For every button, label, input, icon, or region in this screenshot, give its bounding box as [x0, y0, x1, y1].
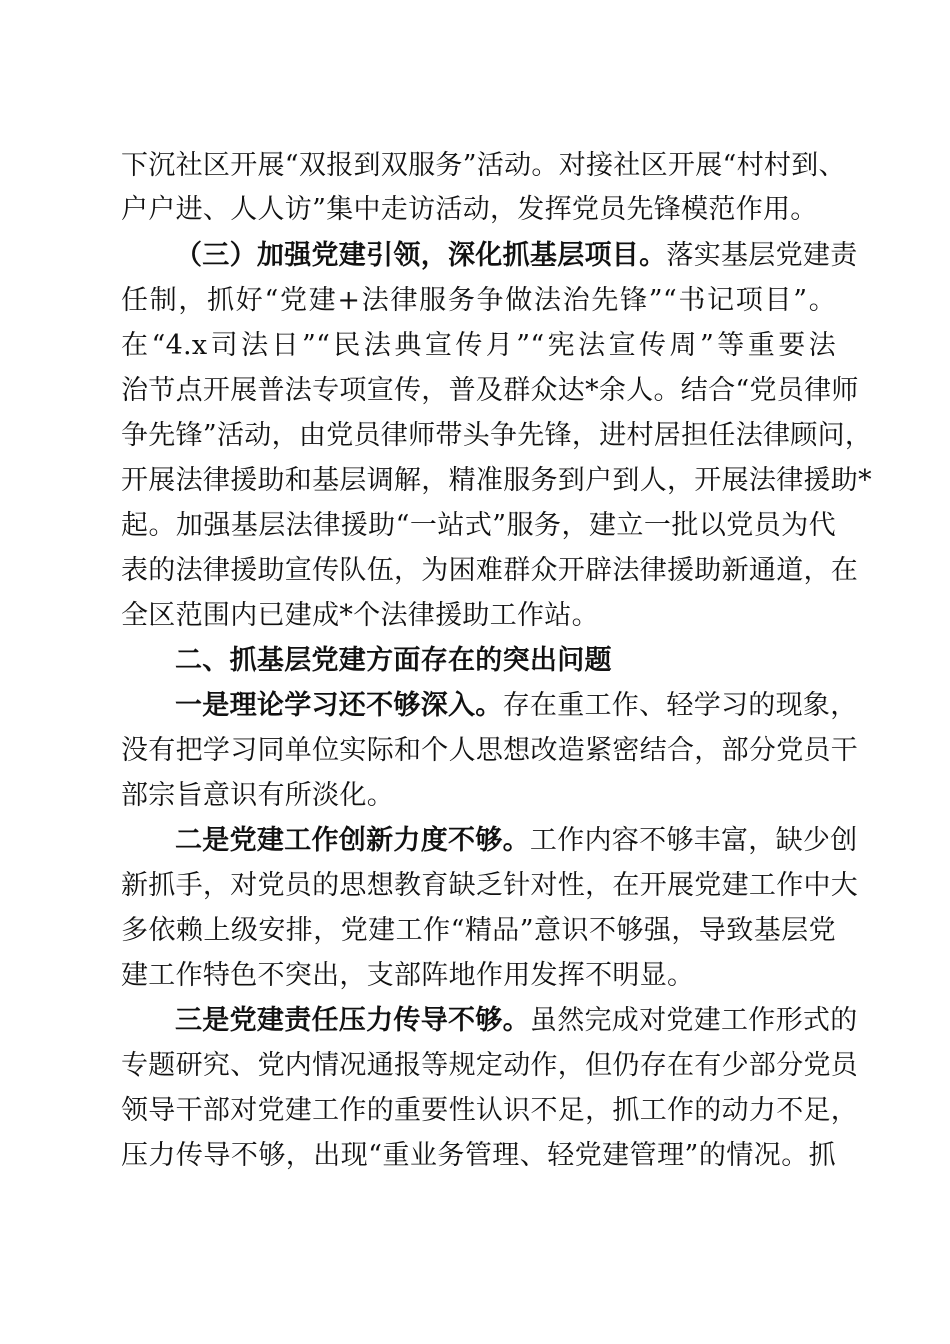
paragraph-text: 工作内容不够丰富，缺少创: [529, 825, 858, 856]
paragraph-lead: 一是理论学习还不够深入。: [175, 690, 503, 721]
paragraph-line: 任制，抓好“党建+法律服务争做法治先锋”“书记项目”。: [121, 285, 836, 316]
paragraph-line: 开展法律援助和基层调解，精准服务到户到人，开展法律援助*: [121, 465, 872, 496]
paragraph-line: 起。加强基层法律援助“一站式”服务，建立一批以党员为代: [121, 510, 836, 541]
paragraph-lead: 二是党建工作创新力度不够。: [175, 825, 530, 856]
paragraph-line: 专题研究、党内情况通报等规定动作，但仍存在有少部分党员: [121, 1050, 859, 1081]
paragraph-line: 建工作特色不突出，支部阵地作用发挥不明显。: [121, 960, 695, 991]
paragraph-line: 治节点开展普法专项宣传，普及群众达*余人。结合“党员律师: [121, 375, 859, 406]
paragraph-line: 表的法律援助宣传队伍，为困难群众开辟法律援助新通道，在: [121, 555, 859, 586]
paragraph-line: 新抓手，对党员的思想教育缺乏针对性，在开展党建工作中大: [121, 870, 859, 901]
paragraph-line: [175, 236, 858, 276]
paragraph-line: [175, 1001, 858, 1041]
paragraph-line: [175, 686, 858, 726]
paragraph-lead: 三是党建责任压力传导不够。: [175, 1005, 530, 1036]
paragraph-line: 压力传导不够，出现“重业务管理、轻党建管理”的情况。抓: [121, 1140, 836, 1171]
section-heading: 二、抓基层党建方面存在的突出问题: [175, 645, 612, 676]
paragraph-line: 领导干部对党建工作的重要性认识不足，抓工作的动力不足，: [121, 1095, 859, 1126]
paragraph-text: 落实基层党建责: [666, 240, 858, 271]
paragraph-line: 争先锋”活动，由党员律师带头争先锋，进村居担任法律顾问，: [121, 420, 873, 451]
paragraph-line: 户户进、人人访”集中走访活动，发挥党员先锋模范作用。: [121, 194, 818, 225]
paragraph-line: 下沉社区开展“双报到双服务”活动。对接社区开展“村村到、: [121, 150, 846, 181]
paragraph-line: [175, 821, 858, 861]
paragraph-text: 虽然完成对党建工作形式的: [529, 1005, 858, 1036]
paragraph-line: 全区范围内已建成*个法律援助工作站。: [121, 600, 599, 631]
paragraph-text: 存在重工作、轻学习的现象，: [502, 690, 858, 721]
paragraph-lead: （三）加强党建引领，深化抓基层项目。: [175, 240, 667, 271]
paragraph-line: 部宗旨意识有所淡化。: [121, 780, 394, 811]
paragraph-line: 多依赖上级安排，党建工作“精品”意识不够强，导致基层党: [121, 915, 836, 946]
paragraph-line: 没有把学习同单位实际和个人思想改造紧密结合，部分党员干: [121, 735, 859, 766]
paragraph-line: 在“4.x司法日”“民法典宣传月”“宪法宣传周”等重要法: [121, 330, 836, 361]
